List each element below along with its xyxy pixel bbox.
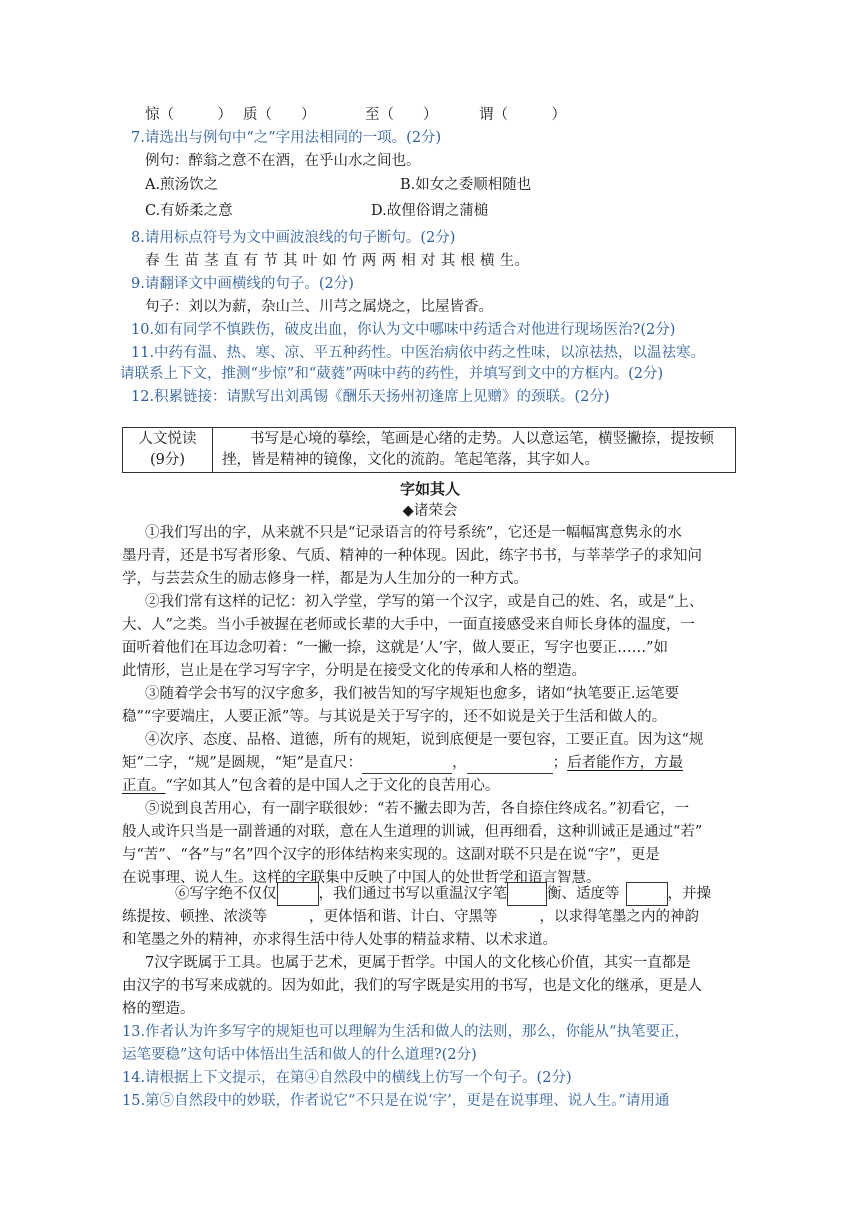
q7-example: 例句：醉翁之意不在酒，在乎山水之间也。 <box>145 153 421 169</box>
p2-line-1: ②我们常有这样的记忆：初入学堂，学写的第一个汉字，或是自己的姓、名，或是“上、 <box>145 594 704 610</box>
q10-stem: 10.如有同学不慎跌伤，破皮出血，你认为文中哪味中药适合对他进行现场医治?(2分) <box>131 322 676 338</box>
q14-stem: 14.请根据上下文提示，在第④自然段中的横线上仿写一个句子。(2分) <box>122 1070 572 1086</box>
p5-line-1: ⑤说到良苦用心，有一副字联很妙：“若不撇去即为苦，各自捺住终成名。”初看它，一 <box>145 801 690 817</box>
p6-line-2-b: ，更体悟和谐、计白、守黑等 <box>309 909 498 925</box>
q9-sentence: 句子：刘以为薪，杂山兰、川芎之属烧之，比屋皆香。 <box>145 299 493 315</box>
p4-line-2 <box>122 752 683 774</box>
article-title: 字如其人 <box>399 480 460 498</box>
q7-option-d: D.故俚俗谓之蒲槌 <box>371 203 489 219</box>
p6-answer-box-1[interactable] <box>277 882 319 906</box>
q9-stem: 9.请翻译文中画横线的句子。(2分) <box>131 276 354 292</box>
q6-blank-3: 至（ ） <box>365 107 438 123</box>
p1-line-2: 墨丹青，还是书写者形象、气质、精神的一种体现。因此，练字书书，与莘莘学子的求知问 <box>122 548 702 564</box>
p7-line-2: 由汉字的书写来成就的。因为如此，我们的写字既是实用的书写，也是文化的继承，更是人 <box>122 978 702 994</box>
intro-text-line-2: 挫，皆是精神的镜像，文化的流韵。笔起笔落，其字如人。 <box>222 452 599 468</box>
intro-label-line-2: (9分) <box>149 452 186 468</box>
q15-stem: 15.第⑤自然段中的妙联，作者说它“不只是在说‘字’，更是在说事理、说人生。”请用通 <box>122 1093 670 1109</box>
p4-comma: ， <box>452 755 467 771</box>
p6-line-1-c: 衡、适度等 <box>547 886 620 902</box>
q7-option-c: C.有娇柔之意 <box>145 203 233 219</box>
q6-blank-4: 谓（ ） <box>479 107 566 123</box>
p1-line-1: ①我们写出的字，从来就不只是“记录语言的符号系统”，它还是一幅幅寓意隽永的水 <box>145 525 682 541</box>
p4-line-1: ④次序、态度、品格、道德，所有的规矩，说到底便是一要包容，工要正直。因为这“规 <box>145 732 704 748</box>
q11-line-1: 11.中药有温、热、寒、凉、平五种药性。中医治病依中药之性味，以凉祛热，以温祛寒。 <box>131 345 706 361</box>
p2-line-4: 此情形，岂止是在学习写字字，分明是在接受文化的传承和人格的塑造。 <box>122 663 586 679</box>
q7-option-a: A.煎汤饮之 <box>145 177 219 193</box>
p4-underlined-end: 正直。 <box>122 778 166 794</box>
article-author: ◆诸荣会 <box>402 503 458 519</box>
p6-line-2-a: 练提按、顿挫、浓淡等 <box>122 909 267 925</box>
intro-label-line-1: 人文悦读 <box>138 431 197 447</box>
intro-table <box>122 427 736 473</box>
q8-sentence: 春 生 苗 茎 直 有 节 其 叶 如 竹 两 两 相 对 其 根 横 生。 <box>145 253 530 269</box>
p5-line-4: 在说事理、说人生。这样的字联集中反映了中国人的处世哲学和语言智慧。 <box>122 870 601 886</box>
q13-line-2: 运笔要稳”这句话中体悟出生活和做人的什么道理?(2分) <box>122 1047 477 1063</box>
intro-table-text <box>214 428 734 472</box>
p4-line-2-start: 矩”二字，“规”是圆规，“矩”是直尺： <box>122 755 363 771</box>
p6-line-3: 和笔墨之外的精神，亦求得生活中待人处事的精益求精、以术求道。 <box>122 932 557 948</box>
p4-answer-blank-1[interactable] <box>362 757 452 774</box>
p4-underlined-sentence: 后者能作方，方最 <box>567 755 684 771</box>
p5-line-3: 与“苦”、“各”与“名”四个汉字的形体结构来实现的。这副对联不只是在说“字”，更是 <box>122 847 660 863</box>
intro-table-label <box>123 428 213 472</box>
p4-line-3-rest: “字如其人”包含着的是中国人之于文化的良苦用心。 <box>165 778 500 794</box>
q12-stem: 12.积累链接：请默写出刘禹锡《酬乐天扬州初逢席上见赠》的颈联。(2分) <box>131 389 610 405</box>
p6-answer-box-2[interactable] <box>507 882 547 906</box>
p6-line-2-c: ，以求得笔墨之内的神韵 <box>539 909 699 925</box>
q6-blank-2: 质（ ） <box>243 107 316 123</box>
p3-line-2: 稳”“字要端庄，人要正派”等。与其说是关于写字的，还不如说是关于生活和做人的。 <box>122 709 667 725</box>
q13-line-1: 13.作者认为许多写字的规矩也可以理解为生活和做人的法则，那么，你能从“执笔要正， <box>122 1024 689 1040</box>
p4-line-3 <box>122 775 499 797</box>
p2-line-3: 面听着他们在耳边念叨着：“一撇一捺，这就是‘人’字，做人要正，写字也要正……”如 <box>122 640 669 656</box>
q11-line-2: 请联系上下文，推测“步惊”和“葳蕤”两味中药的药性，并填写到文中的方框内。(2分) <box>120 366 664 382</box>
p4-semicolon: ； <box>552 755 568 771</box>
p6-line-1-a: ⑥写字绝不仅仅 <box>175 886 277 902</box>
p6-line-1 <box>175 882 711 906</box>
intro-text-line-1: 书写是心境的摹绘，笔画是心绪的走势。人以意运笔，横竖撇捺，提按顿 <box>250 431 714 447</box>
p7-line-1: 7汉字既属于工具。也属于艺术，更属于哲学。中国人的文化核心价值，其实一直都是 <box>145 955 691 971</box>
q7-option-b: B.如女之委顺相随也 <box>400 177 532 193</box>
p3-line-1: ③随着学会书写的汉字愈多，我们被告知的写字规矩也愈多，诸如“执笔要正.运笔要 <box>145 686 680 702</box>
q8-stem: 8.请用标点符号为文中画波浪线的句子断句。(2分) <box>131 230 456 246</box>
p6-line-2 <box>122 906 699 928</box>
p5-line-2: 般人或许只当是一副普通的对联，意在人生道理的训诫，但再细看，这种训诫正是通过“若” <box>122 824 703 840</box>
p6-line-1-b: ，我们通过书写以重温汉字笔 <box>318 886 507 902</box>
p2-line-2: 大、人”之类。当小手被握在老师或长辈的大手中，一面直接感受来自师长身体的温度，一 <box>122 617 695 633</box>
p6-answer-box-3[interactable] <box>626 882 668 906</box>
q7-stem: 7.请选出与例句中“之”字用法相同的一项。(2分) <box>131 130 442 146</box>
p7-line-3: 格的塑造。 <box>122 1001 195 1017</box>
p4-answer-blank-2[interactable] <box>467 757 553 774</box>
p6-line-1-d: ，并操 <box>667 886 711 902</box>
q6-blank-1: 惊（ ） <box>145 107 232 123</box>
p1-line-3: 学，与芸芸众生的励志修身一样，都是为人生加分的一种方式。 <box>122 571 528 587</box>
